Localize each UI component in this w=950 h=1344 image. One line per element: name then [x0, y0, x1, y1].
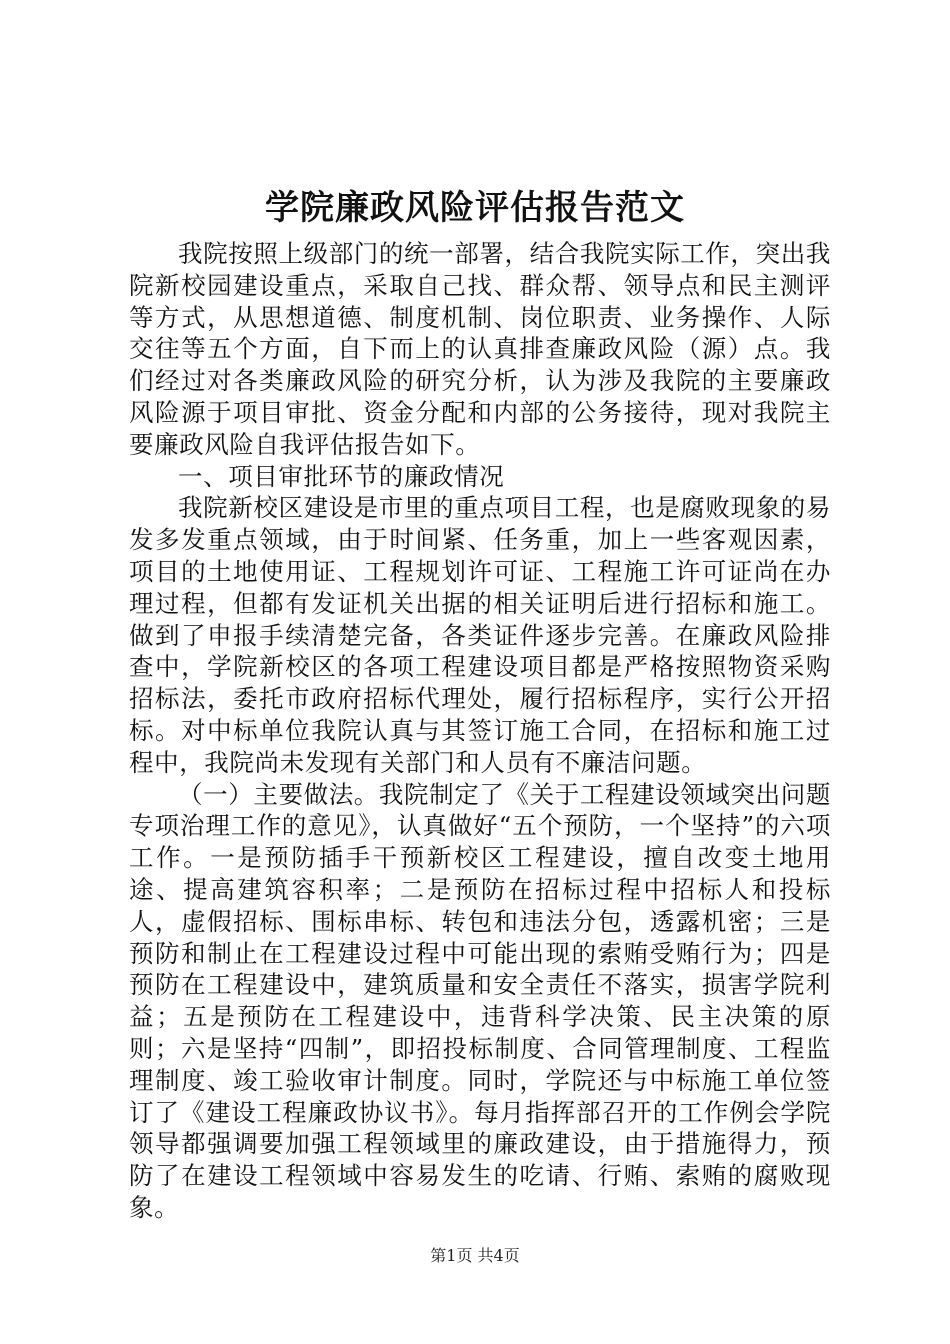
document-body [129, 238, 831, 1224]
section-heading: 一、项目审批环节的廉政情况 [178, 461, 505, 491]
body-paragraph: （一）主要做法。我院制定了《关于工程建设领域突出问题专项治理工作的意见》，认真做好“五个预防，一个坚持”的六项工作。一是预防插手干预新校区工程建设，擅自改变土地用途、提高建筑容积率；二是预防在招标过程中招标人和投标人，虚假招标、围标串标、转包和违法分包，透露机密；三是预防和制止在工程建设过程中可能出现的索贿受贿行为；四是预防在工程建设中，建筑质量和安全责任不落实，损害学院利益；五是预防在工程建设中，违背科学决策、民主决策的原则；六是坚持“四制”，即招投标制度、合同管理制度、工程监理制度、竣工验收审计制度。同时，学院还与中标施工单位签订了《建设工程廉政协议书》。每月指挥部召开的工作例会学院领导都强调要加强工程领域里的廉政建设，由于措施得力，预防了在建设工程领域中容易发生的吃请、行贿、索贿的腐败现象。 [129, 779, 831, 1222]
intro-paragraph: 我院按照上级部门的统一部署，结合我院实际工作，突出我院新校园建设重点，采取自己找、群众帮、领导点和民主测评等方式，从思想道德、制度机制、岗位职责、业务操作、人际交往等五个方面，自下而上的认真排查廉政风险（源）点。我们经过对各类廉政风险的研究分析，认为涉及我院的主要廉政风险源于项目审批、资金分配和内部的公务接待，现对我院主要廉政风险自我评估报告如下。 [129, 239, 831, 459]
page-number: 第1页 共4页 [430, 1246, 520, 1265]
document-title: 学院廉政风险评估报告范文 [265, 188, 685, 228]
body-paragraph: 我院新校区建设是市里的重点项目工程，也是腐败现象的易发多发重点领域，由于时间紧、任务重，加上一些客观因素，项目的土地使用证、工程规划许可证、工程施工许可证尚在办理过程，但都有发证机关出据的相关证明后进行招标和施工。做到了申报手续清楚完备，各类证件逐步完善。在廉政风险排查中，学院新校区的各项工程建设项目都是严格按照物资采购招标法，委托市政府招标代理处，履行招标程序，实行公开招标。对中标单位我院认真与其签订施工合同，在招标和施工过程中，我院尚未发现有关部门和人员有不廉洁问题。 [129, 493, 831, 777]
